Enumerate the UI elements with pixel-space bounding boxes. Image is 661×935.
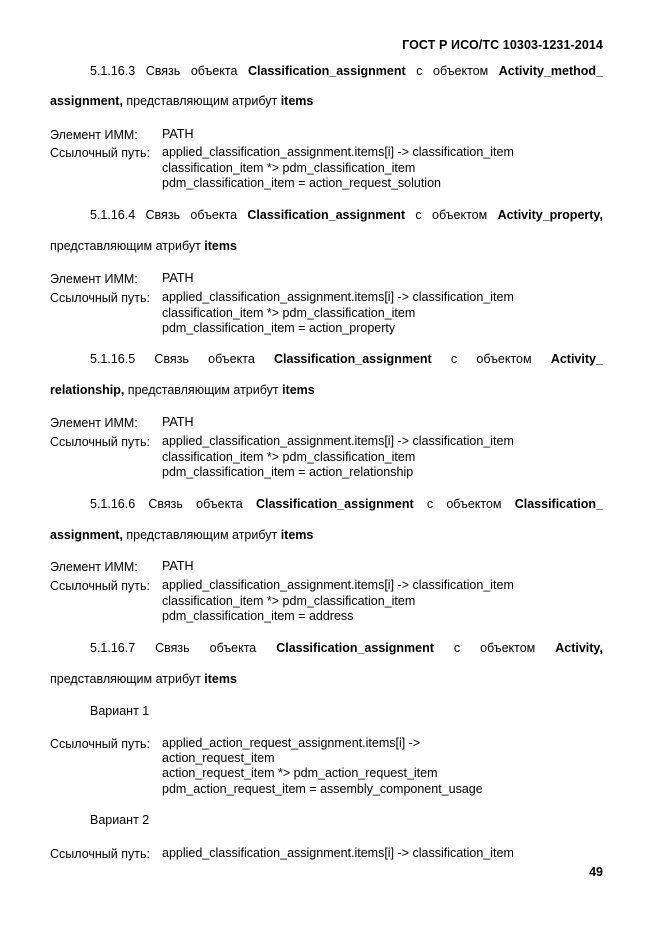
ref-path-line: classification_item *> pdm_classification_item [162, 449, 416, 464]
word: Связь [145, 208, 181, 222]
word: с [426, 497, 434, 511]
entity-name: Classification_assignment [255, 497, 414, 511]
word: объектом [433, 64, 489, 78]
section-5-1-16-3-continuation [50, 93, 313, 109]
section-5-1-16-3-heading [90, 63, 603, 79]
ref-path-label: Ссылочный путь: [50, 435, 150, 449]
ref-path-label: Ссылочный путь: [50, 291, 150, 305]
section-5-1-16-6-continuation [50, 527, 313, 543]
element-value: PATH [162, 559, 194, 573]
page-number: 49 [589, 865, 603, 879]
entity-name: assignment, [50, 94, 123, 108]
attribute-name: items [280, 94, 314, 108]
clause-number: 5.1.16.7 [90, 641, 136, 655]
ref-path-line: applied_action_request_assignment.items[i] -> [162, 736, 421, 750]
document-header: ГОСТ Р ИСО/ТС 10303-1231-2014 [402, 38, 603, 52]
ref-path-label: Ссылочный путь: [50, 146, 150, 160]
text: представляющим атрибут [122, 528, 281, 542]
word: Связь [155, 641, 190, 655]
text: представляющим атрибут [124, 383, 283, 397]
word: объектом [480, 641, 536, 655]
ref-path-line: applied_classification_assignment.items[i] -> classification_item [162, 846, 514, 860]
word: объектом [476, 352, 532, 366]
entity-name: Classification_ [514, 497, 603, 511]
ref-path-line: applied_classification_assignment.items[i] -> classification_item [162, 145, 514, 159]
word: объектом [432, 208, 488, 222]
word: объекта [209, 641, 257, 655]
entity-name: Classification_assignment [274, 352, 432, 366]
section-5-1-16-4-continuation [50, 238, 237, 254]
word: с [415, 208, 422, 222]
attribute-name: items [204, 239, 237, 253]
ref-path-line: applied_classification_assignment.items[i] -> classification_item [162, 434, 514, 448]
entity-name: Classification_assignment [276, 641, 434, 655]
word: объектом [446, 497, 502, 511]
word: с [453, 641, 461, 655]
word: Связь [145, 64, 181, 78]
section-5-1-16-5-continuation [50, 382, 315, 398]
element-label: Элемент ИММ: [50, 560, 138, 574]
word: с [450, 352, 458, 366]
section-5-1-16-7-continuation [50, 671, 237, 687]
entity-name: Activity, [555, 641, 603, 655]
word: Связь [148, 497, 183, 511]
ref-path-line: classification_item *> pdm_classification_item [162, 593, 416, 608]
entity-name: assignment, [50, 528, 123, 542]
ref-path-line: applied_classification_assignment.items[i] -> classification_item [162, 578, 514, 592]
word: объекта [196, 497, 243, 511]
entity-name: Activity_method_ [498, 64, 603, 78]
section-5-1-16-6-heading [90, 496, 603, 512]
text: представляющим атрибут [122, 94, 281, 108]
attribute-name: items [280, 528, 314, 542]
element-value: PATH [162, 415, 194, 429]
ref-path-line: classification_item *> pdm_classification_item [162, 160, 416, 175]
ref-path-label: Ссылочный путь: [50, 579, 150, 593]
clause-number: 5.1.16.6 [90, 497, 136, 511]
clause-number: 5.1.16.4 [90, 208, 136, 222]
clause-number: 5.1.16.5 [90, 352, 136, 366]
entity-name: Activity_property, [497, 208, 603, 222]
variant-1-title: Вариант 1 [90, 704, 150, 718]
ref-path-line: pdm_classification_item = action_relationship [162, 465, 414, 479]
variant-2-title: Вариант 2 [90, 813, 150, 827]
clause-number: 5.1.16.3 [90, 64, 136, 78]
section-5-1-16-4-heading [90, 207, 603, 223]
ref-path-line: pdm_classification_item = action_property [162, 321, 396, 335]
text: представляющим атрибут [50, 239, 205, 253]
ref-path-line: applied_classification_assignment.items[i] -> classification_item [162, 290, 514, 304]
entity-name: relationship, [50, 383, 125, 397]
element-value: PATH [162, 271, 194, 285]
attribute-name: items [204, 672, 237, 686]
text: представляющим атрибут [50, 672, 205, 686]
ref-path-line: pdm_classification_item = action_request_solution [162, 176, 441, 190]
word: объекта [190, 208, 238, 222]
ref-path-line: classification_item *> pdm_classification_item [162, 305, 416, 320]
word: Связь [154, 352, 189, 366]
entity-name: Activity_ [550, 352, 603, 366]
ref-path-line: pdm_classification_item = address [162, 609, 354, 623]
element-value: PATH [162, 127, 194, 141]
entity-name: Classification_assignment [247, 64, 406, 78]
word: объекта [208, 352, 255, 366]
element-label: Элемент ИММ: [50, 416, 138, 430]
element-label: Элемент ИММ: [50, 128, 138, 142]
word: с [416, 64, 423, 78]
section-5-1-16-7-heading [90, 640, 603, 656]
section-5-1-16-5-heading [90, 351, 603, 367]
entity-name: Classification_assignment [247, 208, 406, 222]
ref-path-line: action_request_item [162, 751, 275, 765]
ref-path-line: action_request_item *> pdm_action_request_item [162, 766, 438, 780]
element-label: Элемент ИММ: [50, 272, 138, 286]
ref-path-label: Ссылочный путь: [50, 847, 150, 861]
attribute-name: items [282, 383, 315, 397]
ref-path-line: pdm_action_request_item = assembly_component_usage [162, 782, 483, 796]
word: объекта [190, 64, 238, 78]
ref-path-label: Ссылочный путь: [50, 737, 150, 751]
